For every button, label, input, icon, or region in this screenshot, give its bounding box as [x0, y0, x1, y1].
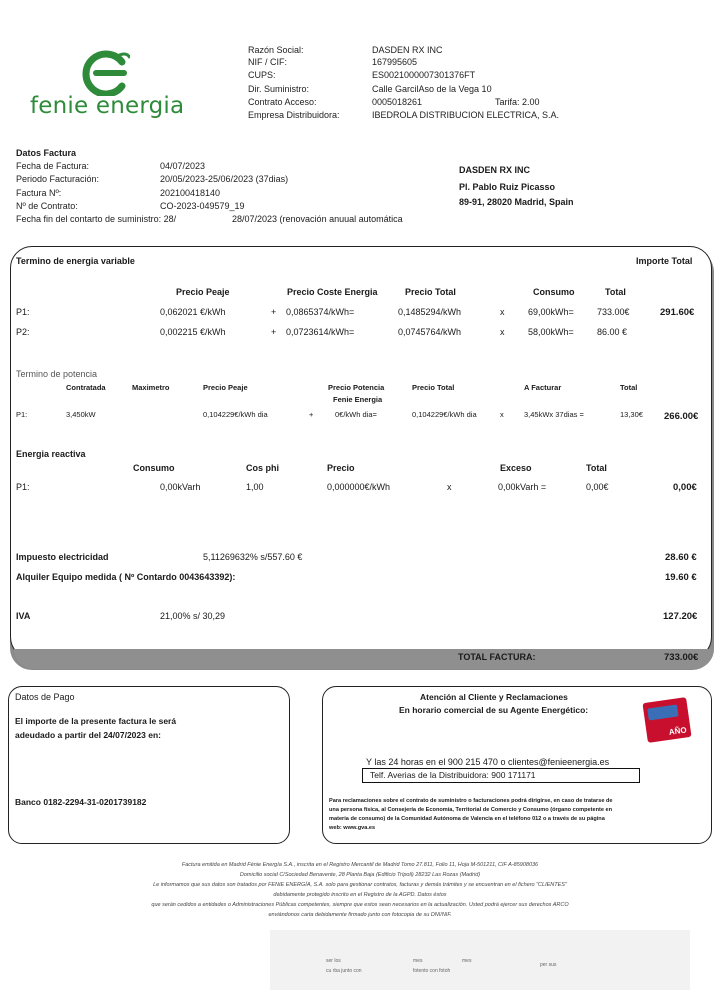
row-plus: +: [271, 327, 277, 337]
reclamaciones-line: una persona física, al Consejería de Economía, Territorial de Comercio y Consumo (órgano competente en: [329, 807, 613, 813]
factura-value: 202100418140: [160, 188, 221, 198]
col-total: Total: [586, 463, 607, 473]
row-importe: 0,00€: [673, 482, 697, 493]
faded-text: ser los: [326, 958, 341, 964]
cliente-name: DASDEN RX INC: [459, 165, 531, 175]
alquiler-label: Alquiler Equipo medida ( Nº Contardo 0043643392):: [16, 572, 236, 582]
col-fenie-energia: Fenie Energia: [333, 395, 383, 404]
row-period: P1:: [16, 482, 30, 492]
faded-text: cu rba junto con: [326, 968, 362, 974]
row-x: x: [500, 327, 505, 337]
reclamaciones-line: materia de consumo) de la Comunidad Autónoma de Valencia en el teléfono 012 o a través de su página: [329, 816, 605, 822]
impuesto-label: Impuesto electricidad: [16, 552, 109, 562]
atencion-phone-line: Y las 24 horas en el 900 215 470 o clientes@fenieenergia.es: [366, 757, 610, 767]
row-period: P1:: [16, 410, 28, 419]
col-precio: Precio: [327, 463, 355, 473]
atencion-title: Atención al Cliente y Reclamaciones: [420, 692, 568, 702]
footer-legal: Le informamos que sus datos son tratados por FENIE ENERGÍA, S.A. solo para gestionar contratos, facturas y demás trámites y se encuentran en el fichero "CLIENTES": [153, 882, 567, 888]
factura-label: Periodo Facturación:: [16, 174, 100, 184]
row-peaje: 0,104229€/kWh dia: [203, 410, 268, 419]
row-contratada: 3,450kW: [66, 410, 96, 419]
row-cos-phi: 1,00: [246, 482, 264, 492]
reactiva-title: Energia reactiva: [16, 449, 86, 459]
footer-legal: que serán cedidos a entidades o Administraciones Públicas competentes, siempre que estos sean necesarios en la actualización. Usted podrá ejercer sus derechos ARCO: [151, 902, 569, 908]
col-consumo: Consumo: [533, 287, 575, 297]
row-consumo: 58,00kWh=: [528, 327, 574, 337]
col-consumo: Consumo: [133, 463, 175, 473]
footer-legal: Domicilio social C/Sociedad Benavente, 28 Planta Baja (Edificio Trípoli) 28232 Las Rozas (Madrid): [239, 872, 481, 878]
row-subtotal: 13,30€: [620, 410, 643, 419]
row-subtotal: 0,00€: [586, 482, 609, 492]
footer-legal: debidamente protegido inscrito en el Registro de la AGPD. Datos éstos: [273, 892, 447, 898]
reclamaciones-web-link[interactable]: web: www.gva.es: [329, 825, 376, 831]
cliente-address2: 89-91, 28020 Madrid, Spain: [459, 197, 574, 207]
row-peaje: 0,002215 €/kWh: [160, 327, 226, 337]
row-importe: 266.00€: [664, 411, 699, 422]
footer-legal: enviándonos carta debidamente firmado junto con fotocopia de su DNI/NIF.: [268, 912, 452, 918]
alquiler-importe: 19.60 €: [665, 572, 697, 583]
row-subtotal: 733.00€: [597, 307, 630, 317]
header-label: NIF / CIF:: [248, 57, 287, 67]
atencion-subtitle: En horario comercial de su Agente Energético:: [399, 705, 589, 715]
brand-name: fenie energia: [30, 93, 185, 119]
total-factura-label: TOTAL FACTURA:: [458, 652, 536, 662]
header-label: CUPS:: [248, 70, 276, 80]
col-total: Total: [605, 287, 626, 297]
badge-year: AÑO: [668, 725, 688, 737]
iva-importe: 127.20€: [663, 611, 698, 622]
row-period: P2:: [16, 327, 30, 337]
row-plus: +: [309, 410, 314, 419]
service-badge-icon: [642, 697, 691, 743]
importe-total-header: Importe Total: [636, 256, 693, 266]
row-x: x: [447, 482, 452, 492]
total-bar: [14, 649, 714, 669]
header-label: Empresa Distribuidora:: [248, 110, 340, 120]
header-value: IBEDROLA DISTRIBUCION ELECTRICA, S.A.: [372, 110, 560, 120]
header-value: ES0021000007301376FT: [372, 70, 476, 80]
pago-line1: El importe de la presente factura le será: [15, 716, 177, 726]
row-consumo: 0,00kVarh: [160, 482, 201, 492]
col-precio-coste: Precio Coste Energia: [287, 287, 378, 297]
row-consumo: 69,00kWh=: [528, 307, 574, 317]
col-precio-peaje: Precio Peaje: [203, 383, 248, 392]
row-period: P1:: [16, 307, 30, 317]
col-contratada: Contratada: [66, 383, 106, 392]
averias-phone: Telf. Averias de la Distribuidora: 900 171171: [370, 770, 536, 780]
factura-label: Nº de Contrato:: [16, 201, 78, 211]
row-precio: 0,000000€/kWh: [327, 482, 391, 492]
cliente-address1: Pl. Pablo Ruiz Picasso: [459, 182, 556, 192]
col-precio-total: Precio Total: [405, 287, 456, 297]
faded-text: fotento con fotoh: [413, 968, 451, 974]
impuesto-value: 5,11269632% s/557.60 €: [203, 552, 303, 562]
contrato-fin-value: 28/07/2023 (renovación anuual automática: [232, 214, 403, 224]
factura-title: Datos Factura: [16, 148, 77, 158]
faded-text: mes: [413, 958, 423, 964]
contrato-fin-label: Fecha fin del contarto de suministro: 28/: [16, 214, 177, 224]
col-a-facturar: A Facturar: [524, 383, 562, 392]
header-value: Calle GarcilAso de la Vega 10: [372, 84, 492, 94]
header-value: DASDEN RX INC: [372, 45, 443, 55]
row-total: 0,104229€/kWh dia: [412, 410, 477, 419]
row-x: x: [500, 307, 505, 317]
header-value: 167995605: [372, 57, 418, 67]
pago-line2: adeudado a partir del 24/07/2023 en:: [15, 730, 161, 740]
row-coste: 0,0865374/kWh=: [286, 307, 355, 317]
header-label: Contrato Acceso:: [248, 97, 317, 107]
total-factura-value: 733.00€: [664, 652, 699, 663]
pago-title: Datos de Pago: [15, 692, 75, 702]
factura-value: CO-2023-049579_19: [160, 201, 245, 211]
col-precio-potencia: Precio Potencia: [328, 383, 385, 392]
row-a-facturar: 3,45kWx 37dias =: [524, 410, 584, 419]
potencia-title: Termino de potencia: [16, 369, 98, 379]
factura-label: Factura Nº:: [16, 188, 62, 198]
header-label: Dir. Suministro:: [248, 84, 310, 94]
col-exceso: Exceso: [500, 463, 532, 473]
fenie-logo-icon: [78, 50, 130, 96]
col-precio-total: Precio Total: [412, 383, 455, 392]
impuesto-importe: 28.60 €: [665, 552, 697, 563]
faded-text: per sus: [540, 962, 557, 968]
row-peaje: 0,062021 €/kWh: [160, 307, 226, 317]
faded-text: mes: [462, 958, 472, 964]
row-subtotal: 86.00 €: [597, 327, 628, 337]
row-total: 0,0745764/kWh: [398, 327, 462, 337]
row-total: 0,1485294/kWh: [398, 307, 462, 317]
factura-label: Fecha de Factura:: [16, 161, 90, 171]
row-exceso: 0,00kVarh =: [498, 482, 547, 492]
header-label: Razón Social:: [248, 45, 304, 55]
footer-legal: Factura emitida en Madrid Fénie Energía S.A., inscrita en el Registro Mercantil de Madrid Tomo 27.811, Folio 11, Hoja M-501211, CIF A-85908036: [181, 862, 539, 868]
banco-cuenta: Banco 0182-2294-31-0201739182: [15, 797, 147, 807]
col-precio-peaje: Precio Peaje: [176, 287, 230, 297]
iva-label: IVA: [16, 611, 31, 621]
col-cos-phi: Cos phi: [246, 463, 279, 473]
header-value: 0005018261: [372, 97, 423, 107]
row-coste: 0,0723614/kWh=: [286, 327, 355, 337]
col-total: Total: [620, 383, 638, 392]
col-maximetro: Maximetro: [132, 383, 170, 392]
factura-value: 04/07/2023: [160, 161, 206, 171]
tarifa: Tarifa: 2.00: [495, 97, 540, 107]
pago-box: [8, 686, 290, 844]
row-plus: +: [271, 307, 277, 317]
row-fenie: 0€/kWh dia=: [335, 410, 377, 419]
factura-value: 20/05/2023-25/06/2023 (37dias): [160, 174, 289, 184]
row-x: x: [500, 410, 504, 419]
reclamaciones-line: Para reclamaciones sobre el contrato de suministro o facturaciones podrá dirigirse, en caso de tratarse de: [329, 798, 613, 804]
energia-variable-title: Termino de energia variable: [16, 256, 135, 266]
row-importe: 291.60€: [660, 307, 695, 318]
iva-value: 21,00% s/ 30,29: [160, 611, 226, 621]
